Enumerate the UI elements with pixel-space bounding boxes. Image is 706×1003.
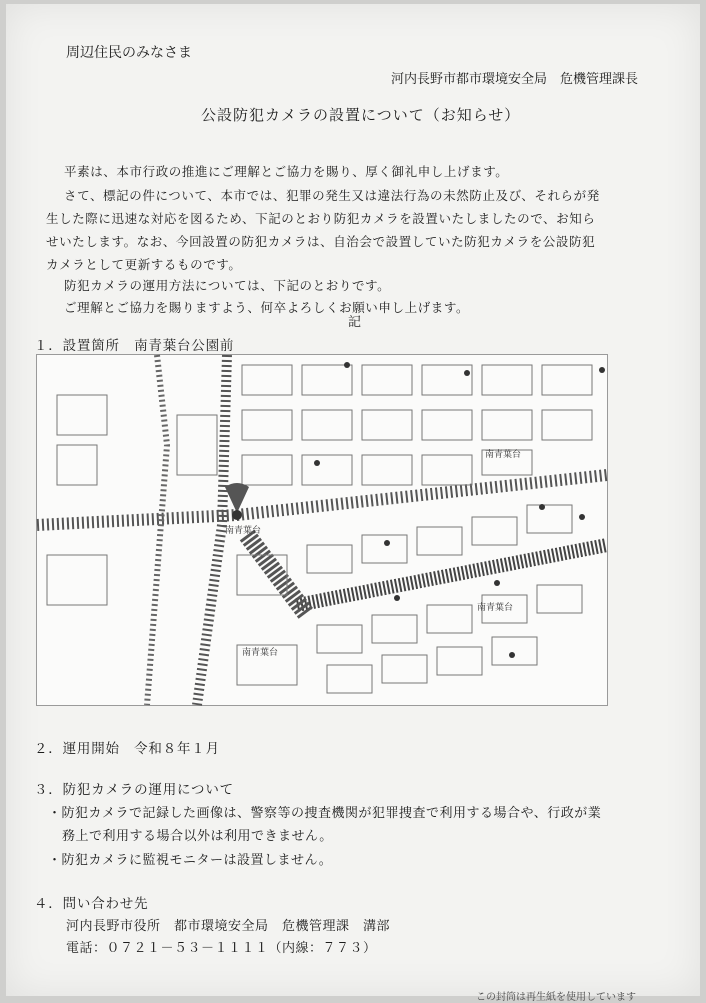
body-paragraph-4: ご理解とご協力を賜りますよう、何卒よろしくお願い申し上げます。 bbox=[64, 300, 470, 315]
recipient: 周辺住民のみなさま bbox=[66, 45, 192, 61]
notice-sheet bbox=[6, 4, 700, 1003]
map-label-park: 南青葉台 bbox=[225, 526, 262, 536]
map-label-block: 南青葉台 bbox=[477, 603, 514, 613]
map-label-town: 南青葉台 bbox=[485, 450, 522, 460]
map-drawing bbox=[37, 355, 607, 705]
bullet-usage-cont: 務上で利用する場合以外は利用できません。 bbox=[62, 829, 333, 844]
location-heading: １．設置箇所 南青葉台公園前 bbox=[34, 338, 235, 354]
bullet-monitor: ・防犯カメラに監視モニターは設置しません。 bbox=[48, 853, 333, 868]
contact-phone: 電話：０７２１－５３－１１１１（内線：７７３） bbox=[66, 941, 377, 956]
body-paragraph-2-cont: せいたします。なお、今回設置の防犯カメラは、自治会で設置していた防犯カメラを公設防犯 bbox=[46, 234, 596, 249]
bullet-usage: ・防犯カメラで記録した画像は、警察等の捜査機関が犯罪捜査で利用する場合や、行政が業 bbox=[48, 806, 602, 821]
body-paragraph-2-cont: カメラとして更新するものです。 bbox=[46, 257, 242, 272]
contact-office: 河内長野市役所 都市環境安全局 危機管理課 溝部 bbox=[66, 919, 391, 934]
body-paragraph-1: 平素は、本市行政の推進にご理解とご協力を賜り、厚く御礼申し上げます。 bbox=[64, 164, 509, 179]
body-paragraph-3: 防犯カメラの運用方法については、下記のとおりです。 bbox=[64, 278, 391, 293]
ki-heading: 記 bbox=[348, 315, 362, 330]
body-paragraph-2: さて、標記の件について、本市では、犯罪の発生又は違法行為の未然防止及び、それらが発 bbox=[64, 188, 600, 203]
contact-heading: ４．問い合わせ先 bbox=[34, 896, 149, 912]
location-map bbox=[36, 354, 608, 706]
map-label-district: 南青葉台 bbox=[242, 648, 279, 658]
footer-note: この封筒は再生紙を使用しています bbox=[476, 992, 636, 1003]
notice-title: 公設防犯カメラの設置について（お知らせ） bbox=[201, 106, 521, 124]
operation-heading: ３．防犯カメラの運用について bbox=[34, 782, 234, 798]
start-heading: ２．運用開始 令和８年１月 bbox=[34, 741, 220, 757]
sender: 河内長野市都市環境安全局 危機管理課長 bbox=[391, 72, 639, 87]
body-paragraph-2-cont: 生した際に迅速な対応を図るため、下記のとおり防犯カメラを設置いたしましたので、お知ら bbox=[46, 211, 596, 226]
